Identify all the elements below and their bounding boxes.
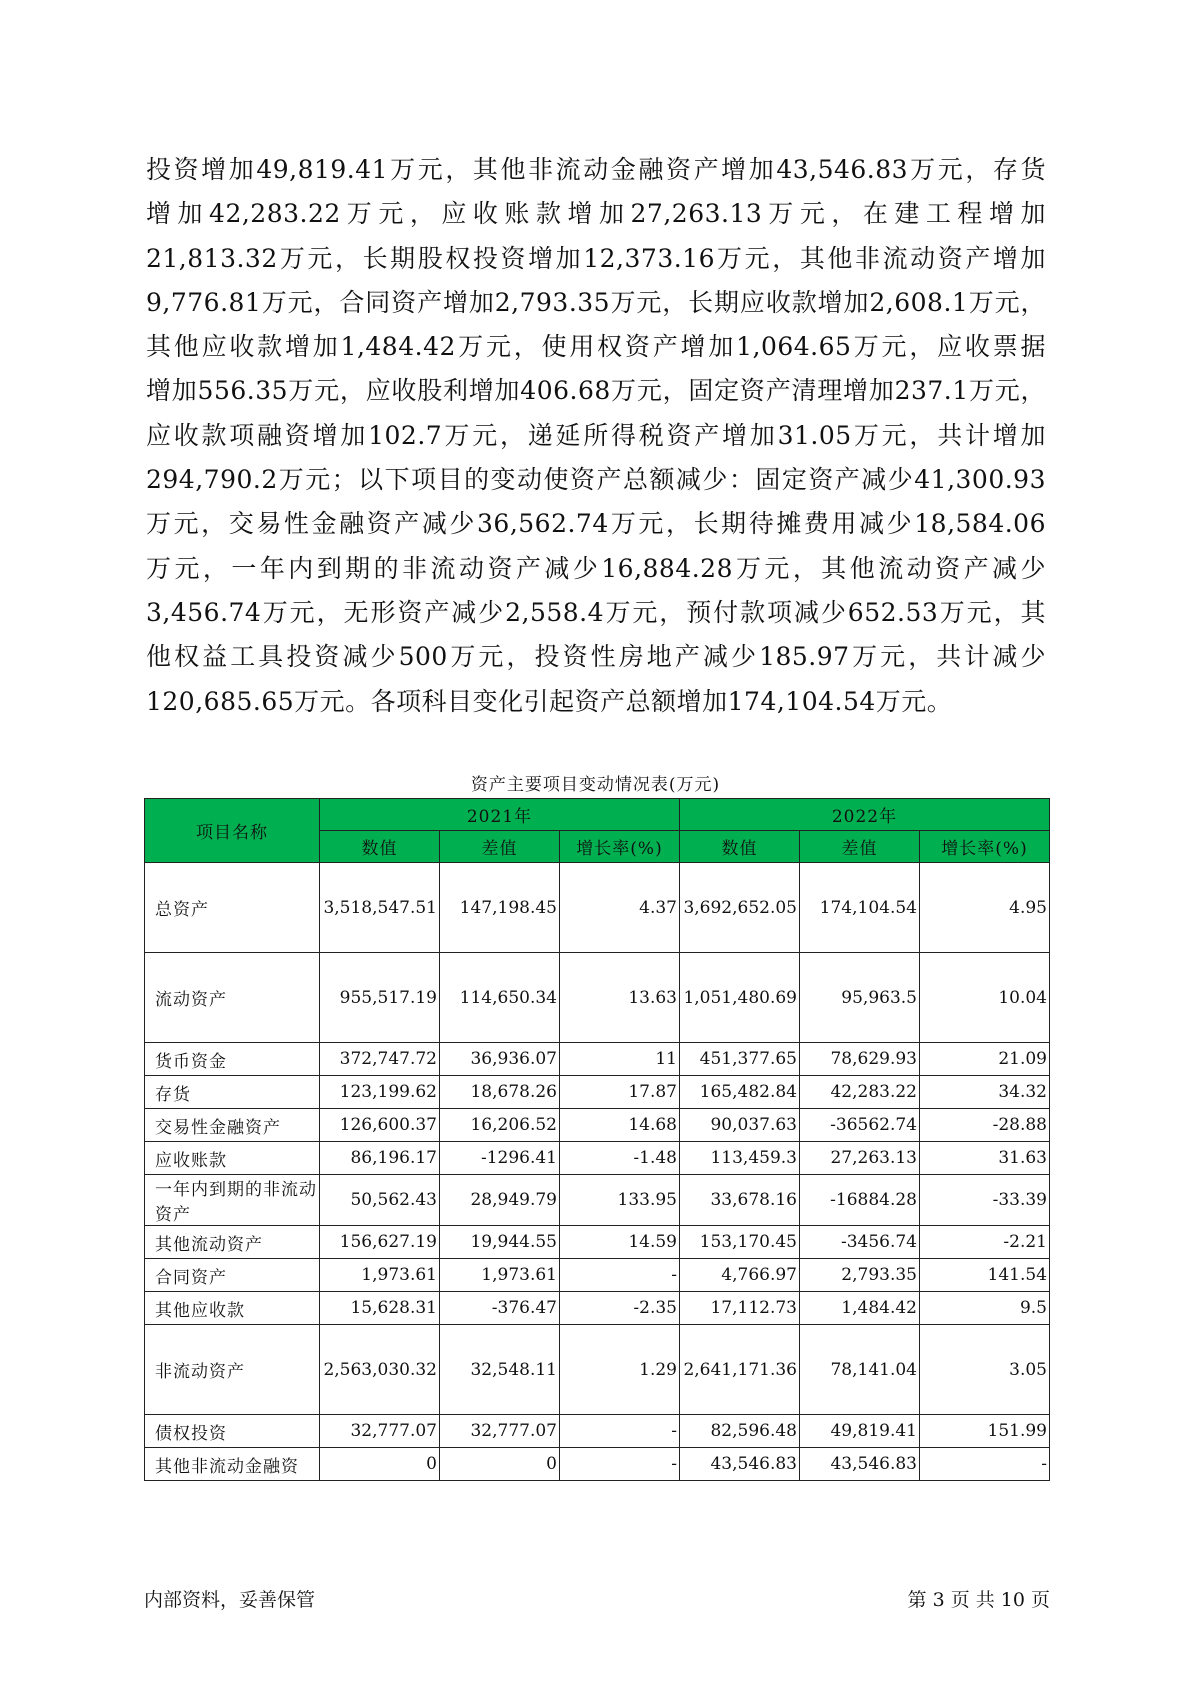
cell-v21: 15,628.31	[320, 1292, 440, 1325]
cell-d21: 32,777.07	[440, 1415, 560, 1448]
cell-v21: 955,517.19	[320, 953, 440, 1043]
cell-d22: 78,141.04	[800, 1325, 920, 1415]
cell-g21: -1.48	[560, 1142, 680, 1175]
table-row	[145, 1142, 1050, 1175]
cell-g21: -2.35	[560, 1292, 680, 1325]
cell-d21: 147,198.45	[440, 863, 560, 953]
cell-g21: 4.37	[560, 863, 680, 953]
paragraph-line: 增加42,283.22万元，应收账款增加27,263.13万元，在建工程增加	[146, 199, 1046, 229]
cell-v22: 153,170.45	[680, 1226, 800, 1259]
cell-d22: 43,546.83	[800, 1448, 920, 1481]
cell-g21: 1.29	[560, 1325, 680, 1415]
row-item-name: 总资产	[145, 863, 320, 953]
table-body	[145, 863, 1050, 1481]
paragraph-line: 其他应收款增加1,484.42万元，使用权资产增加1,064.65万元，应收票据	[146, 332, 1046, 362]
cell-d22: 27,263.13	[800, 1142, 920, 1175]
table-row	[145, 1259, 1050, 1292]
body-paragraph	[146, 148, 1046, 724]
cell-g22: -	[920, 1448, 1050, 1481]
paragraph-line: 120,685.65万元。各项科目变化引起资产总额增加174,104.54万元。	[146, 686, 953, 716]
cell-g21: 14.68	[560, 1109, 680, 1142]
cell-d22: 49,819.41	[800, 1415, 920, 1448]
header-diff-2021: 差值	[440, 831, 560, 863]
table-caption: 资产主要项目变动情况表(万元)	[470, 775, 721, 795]
header-item-name: 项目名称	[145, 799, 320, 863]
header-value-2021: 数值	[320, 831, 440, 863]
table-row	[145, 953, 1050, 1043]
cell-v21: 2,563,030.32	[320, 1325, 440, 1415]
cell-d21: 18,678.26	[440, 1076, 560, 1109]
paragraph-line: 应收款项融资增加102.7万元，递延所得税资产增加31.05万元，共计增加	[146, 420, 1046, 450]
cell-v22: 113,459.3	[680, 1142, 800, 1175]
header-diff-2022: 差值	[800, 831, 920, 863]
cell-g21: -	[560, 1415, 680, 1448]
cell-v21: 3,518,547.51	[320, 863, 440, 953]
cell-d21: 32,548.11	[440, 1325, 560, 1415]
cell-v21: 86,196.17	[320, 1142, 440, 1175]
cell-v22: 1,051,480.69	[680, 953, 800, 1043]
cell-v21: 32,777.07	[320, 1415, 440, 1448]
header-growth-2021: 增长率(%)	[560, 831, 680, 863]
asset-change-table	[144, 798, 1050, 1481]
table-row	[145, 1226, 1050, 1259]
footer-page-number: 第 3 页 共 10 页	[907, 1589, 1050, 1611]
cell-g22: 34.32	[920, 1076, 1050, 1109]
cell-d21: 1,973.61	[440, 1259, 560, 1292]
header-year-2021: 2021年	[320, 799, 680, 831]
cell-d22: 1,484.42	[800, 1292, 920, 1325]
row-item-name: 存货	[145, 1076, 320, 1109]
cell-v22: 2,641,171.36	[680, 1325, 800, 1415]
row-item-name: 债权投资	[145, 1415, 320, 1448]
cell-g22: -33.39	[920, 1175, 1050, 1226]
cell-v22: 165,482.84	[680, 1076, 800, 1109]
row-item-name: 其他应收款	[145, 1292, 320, 1325]
row-item-name: 其他非流动金融资	[145, 1448, 320, 1481]
cell-v21: 0	[320, 1448, 440, 1481]
cell-v22: 90,037.63	[680, 1109, 800, 1142]
row-item-name: 一年内到期的非流动资产	[145, 1175, 320, 1226]
cell-g22: -2.21	[920, 1226, 1050, 1259]
cell-g22: 21.09	[920, 1043, 1050, 1076]
table-row	[145, 1109, 1050, 1142]
cell-v22: 33,678.16	[680, 1175, 800, 1226]
cell-g22: 10.04	[920, 953, 1050, 1043]
cell-d22: 174,104.54	[800, 863, 920, 953]
table-row	[145, 1043, 1050, 1076]
row-item-name: 交易性金融资产	[145, 1109, 320, 1142]
table-row	[145, 1448, 1050, 1481]
cell-g21: 133.95	[560, 1175, 680, 1226]
paragraph-line: 9,776.81万元，合同资产增加2,793.35万元，长期应收款增加2,608.1万元，	[146, 287, 1046, 317]
cell-d21: 0	[440, 1448, 560, 1481]
cell-g22: 9.5	[920, 1292, 1050, 1325]
cell-g22: -28.88	[920, 1109, 1050, 1142]
cell-d22: 95,963.5	[800, 953, 920, 1043]
paragraph-line: 增加556.35万元，应收股利增加406.68万元，固定资产清理增加237.1万元，	[146, 376, 1046, 406]
row-item-name: 流动资产	[145, 953, 320, 1043]
paragraph-line: 万元，一年内到期的非流动资产减少16,884.28万元，其他流动资产减少	[146, 553, 1046, 583]
cell-d21: 114,650.34	[440, 953, 560, 1043]
cell-d22: 2,793.35	[800, 1259, 920, 1292]
cell-g22: 4.95	[920, 863, 1050, 953]
paragraph-line: 他权益工具投资减少500万元，投资性房地产减少185.97万元，共计减少	[146, 642, 1046, 672]
header-growth-2022: 增长率(%)	[920, 831, 1050, 863]
cell-d22: -3456.74	[800, 1226, 920, 1259]
paragraph-line: 294,790.2万元；以下项目的变动使资产总额减少：固定资产减少41,300.93	[146, 465, 1046, 495]
cell-g21: 11	[560, 1043, 680, 1076]
cell-v22: 17,112.73	[680, 1292, 800, 1325]
header-value-2022: 数值	[680, 831, 800, 863]
row-item-name: 其他流动资产	[145, 1226, 320, 1259]
footer-confidential-note: 内部资料，妥善保管	[144, 1589, 316, 1611]
paragraph-line: 万元，交易性金融资产减少36,562.74万元，长期待摊费用减少18,584.06	[146, 509, 1046, 539]
cell-d21: 16,206.52	[440, 1109, 560, 1142]
row-item-name: 非流动资产	[145, 1325, 320, 1415]
cell-v21: 372,747.72	[320, 1043, 440, 1076]
cell-v21: 50,562.43	[320, 1175, 440, 1226]
cell-g21: 13.63	[560, 953, 680, 1043]
cell-d21: -376.47	[440, 1292, 560, 1325]
cell-g22: 31.63	[920, 1142, 1050, 1175]
cell-g21: -	[560, 1448, 680, 1481]
cell-d21: 19,944.55	[440, 1226, 560, 1259]
cell-g21: 17.87	[560, 1076, 680, 1109]
cell-v22: 3,692,652.05	[680, 863, 800, 953]
cell-v21: 126,600.37	[320, 1109, 440, 1142]
row-item-name: 应收账款	[145, 1142, 320, 1175]
cell-g21: 14.59	[560, 1226, 680, 1259]
table-row	[145, 1292, 1050, 1325]
table-row	[145, 863, 1050, 953]
cell-v22: 451,377.65	[680, 1043, 800, 1076]
cell-g22: 3.05	[920, 1325, 1050, 1415]
cell-g22: 151.99	[920, 1415, 1050, 1448]
cell-g22: 141.54	[920, 1259, 1050, 1292]
row-item-name: 货币资金	[145, 1043, 320, 1076]
cell-d21: -1296.41	[440, 1142, 560, 1175]
cell-d22: 78,629.93	[800, 1043, 920, 1076]
cell-v22: 43,546.83	[680, 1448, 800, 1481]
cell-d22: 42,283.22	[800, 1076, 920, 1109]
table-row	[145, 1415, 1050, 1448]
paragraph-line: 3,456.74万元，无形资产减少2,558.4万元，预付款项减少652.53万元，其	[146, 597, 1046, 627]
cell-d21: 36,936.07	[440, 1043, 560, 1076]
cell-v21: 123,199.62	[320, 1076, 440, 1109]
cell-d22: -36562.74	[800, 1109, 920, 1142]
table-row	[145, 1076, 1050, 1109]
cell-g21: -	[560, 1259, 680, 1292]
table-row	[145, 1175, 1050, 1226]
cell-v22: 82,596.48	[680, 1415, 800, 1448]
cell-v21: 156,627.19	[320, 1226, 440, 1259]
cell-v21: 1,973.61	[320, 1259, 440, 1292]
paragraph-line: 21,813.32万元，长期股权投资增加12,373.16万元，其他非流动资产增加	[146, 243, 1046, 273]
paragraph-line: 投资增加49,819.41万元，其他非流动金融资产增加43,546.83万元，存货	[146, 155, 1046, 184]
row-item-name: 合同资产	[145, 1259, 320, 1292]
header-year-2022: 2022年	[680, 799, 1050, 831]
table-row	[145, 1325, 1050, 1415]
cell-d21: 28,949.79	[440, 1175, 560, 1226]
cell-d22: -16884.28	[800, 1175, 920, 1226]
cell-v22: 4,766.97	[680, 1259, 800, 1292]
